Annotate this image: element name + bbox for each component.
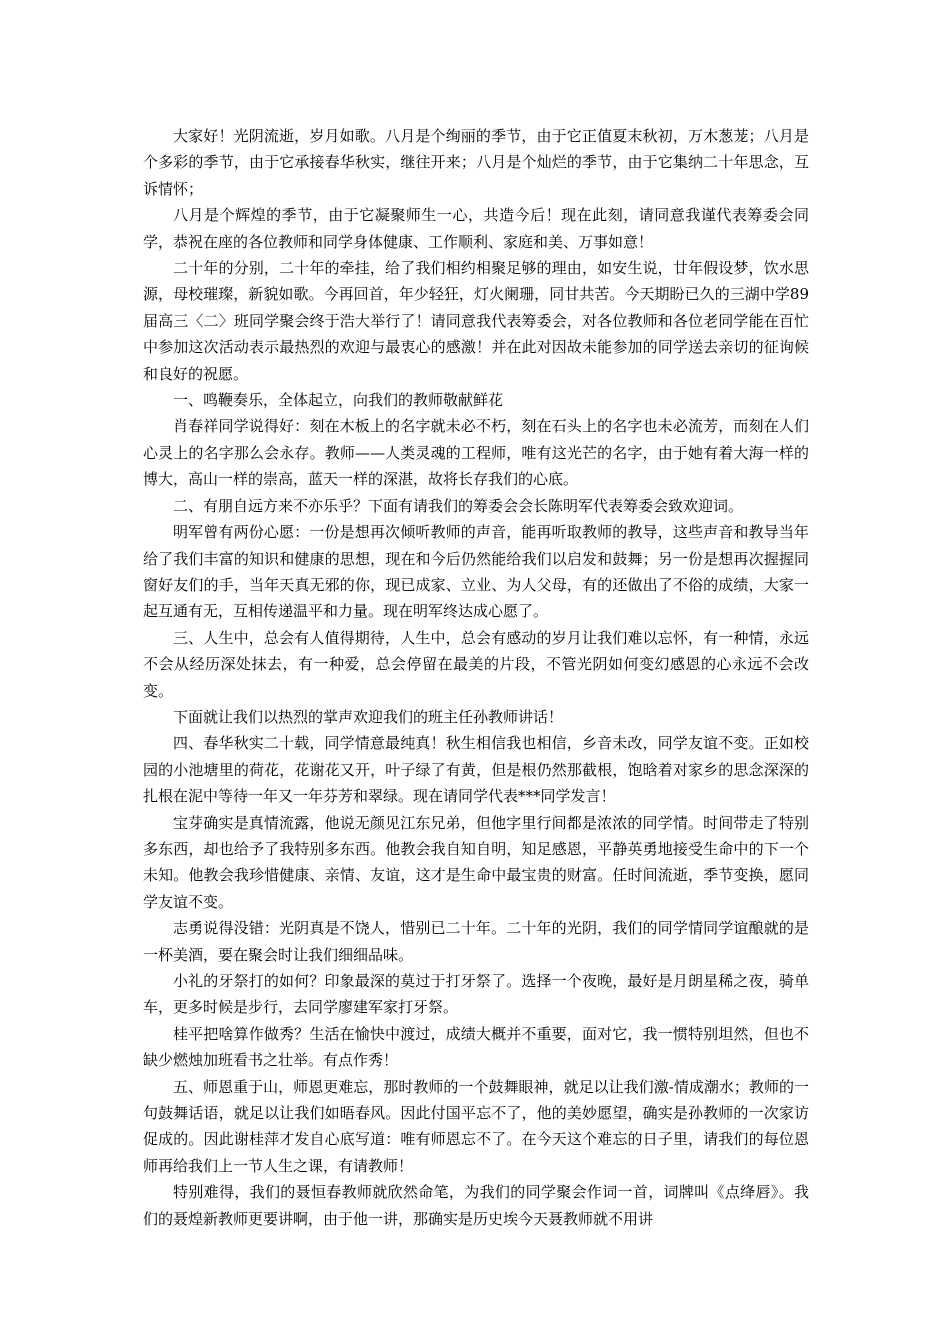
paragraph-twenty-years: 二十年的分别，二十年的牵挂，给了我们相约相聚足够的理由，如安生说，廿年假设梦，饮水思源，母校璀璨，新貌如歌。今再回首，年少轻狂，灯火阑珊，同甘共苦。今天期盼已久的三湖中学89届高三〈二〉班同学聚会终于浩大举行了！请同意我代表筹委会，对各位教师和各位老同学能在百忙中参加这次活动表示最热烈的欢迎与最衷心的感激！并在此对因故未能参加的同学送去亲切的征询候和良好的祝愿。	[143, 259, 809, 383]
paragraph-head-teacher: 下面就让我们以热烈的掌声欢迎我们的班主任孙教师讲话！	[173, 707, 564, 726]
paragraph-mingjun-wishes: 明军曾有两份心愿：一份是想再次倾听教师的声音，能再听取教师的教导，这些声音和教导当年给了我们丰富的知识和健康的思想，现在和今后仍然能给我们以启发和鼓舞；另一份是想再次握握同窗好友们的手，当年天真无邪的你，现已成家、立业、为人父母，有的还做出了不俗的成绩，大家一起互通有无，互相传递温平和力量。现在明军终达成心愿了。	[143, 523, 809, 621]
paragraph-guiping: 桂平把啥算作做秀？生活在愉快中渡过，成绩大概并不重要，面对它，我一惯特别坦然，但也不缺少燃烛加班看书之壮举。有点作秀！	[143, 1024, 809, 1070]
section-heading-five: 五、师恩重于山，师恩更难忘，那时教师的一个鼓舞眼神，就足以让我们激-情成潮水；教师的一句鼓舞话语，就足以让我们如晤春风。因此付国平忘不了，他的美妙愿望，确实是孙教师的一次家访促成的。因此谢桂萍才发自心底写道：唯有师恩忘不了。在今天这个难忘的日子里，请我们的每位恩师再给我们上一节人生之课，有请教师！	[143, 1077, 809, 1175]
paragraph-xiaoli: 小礼的牙祭打的如何？印象最深的莫过于打牙祭了。选择一个夜晚，最好是月朗星稀之夜，骑单车，更多时候是步行，去同学廖建军家打牙祭。	[143, 972, 809, 1017]
paragraph-teacher-names: 肖春祥同学说得好：刻在木板上的名字就未必不朽，刻在石头上的名字也未必流芳，而刻在人们心灵上的名字那么会永存。教师——人类灵魂的工程师，唯有这光芒的名字，由于她有着大海一样的博大，高山一样的崇高，蓝天一样的深湛，故将长存我们的心底。	[143, 417, 809, 489]
paragraph-opening: 大家好！光阴流逝，岁月如歌。八月是个绚丽的季节，由于它正值夏末秋初，万木葱茏；八月是个多彩的季节，由于它承接春华秋实，继往开来；八月是个灿烂的季节，由于它集纳二十年思念，互诉情怀；	[143, 127, 809, 198]
paragraph-zhiyong: 志勇说得没错：光阴真是不饶人，惜别已二十年。二十年的光阴，我们的同学情同学谊酿就的是一杯美酒，要在聚会时让我们细细品味。	[143, 919, 809, 964]
section-heading-two: 二、有朋自远方来不亦乐乎？下面有请我们的筹委会会长陈明军代表筹委会致欢迎词。	[173, 496, 744, 515]
document-body	[143, 123, 809, 1232]
section-heading-three: 三、人生中，总会有人值得期待，人生中，总会有感动的岁月让我们难以忘怀，有一种情，永远不会从经历深处抹去，有一种爱，总会停留在最美的片段，不管光阴如何变幻感恩的心永远不会改变。	[143, 628, 809, 700]
paragraph-poem: 特别难得，我们的聂恒春教师就欣然命笔，为我们的同学聚会作词一首，词牌叫《点绛唇》。我们的聂煌新教师更要讲啊，由于他一讲，那确实是历史埃今天聂教师就不用讲	[143, 1183, 809, 1228]
paragraph-baoya: 宝芽确实是真情流露，他说无颜见江东兄弟，但他字里行间都是浓浓的同学情。时间带走了特别多东西，却也给予了我特别多东西。他教会我自知自明，知足感恩，平静英勇地接受生命中的下一个未知。他教会我珍惜健康、亲情、友谊，这才是生命中最宝贵的财富。任时间流逝，季节变换，愿同学友谊不变。	[143, 813, 809, 911]
paragraph-august: 八月是个辉煌的季节，由于它凝聚师生一心，共造今后！现在此刻，请同意我谨代表筹委会同学，恭祝在座的各位教师和同学身体健康、工作顺利、家庭和美、万事如意！	[143, 206, 809, 251]
section-heading-four: 四、春华秋实二十载，同学情意最纯真！秋生相信我也相信，乡音未改，同学友谊不变。正如校园的小池塘里的荷花，花谢花又开，叶子绿了有黄，但是根仍然那截根，饱晗着对家乡的思念深深的扎根在泥中等待一年又一年芬芳和翠绿。现在请同学代表***同学发言！	[143, 734, 809, 806]
section-heading-one: 一、鸣鞭奏乐，全体起立，向我们的教师敬献鲜花	[173, 391, 504, 410]
